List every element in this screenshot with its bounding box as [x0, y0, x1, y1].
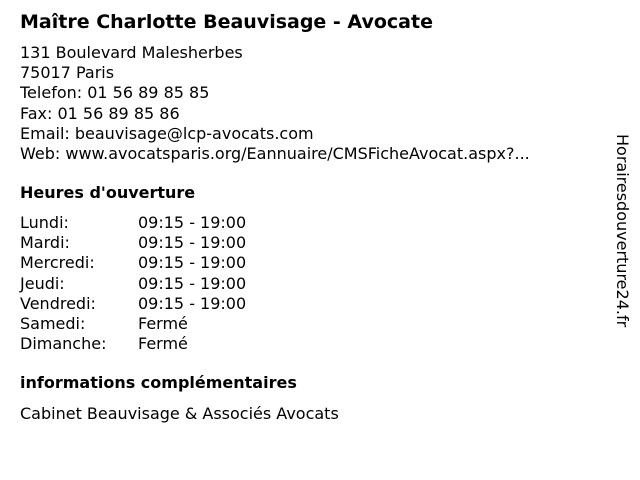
- hours-day: Mercredi:: [20, 253, 95, 273]
- contact-block: [20, 43, 530, 164]
- hours-list: [20, 213, 246, 354]
- hours-time: 09:15 - 19:00: [138, 233, 247, 253]
- hours-row: [20, 274, 246, 294]
- hours-day: Vendredi:: [20, 293, 96, 313]
- hours-row: [20, 334, 246, 354]
- hours-time: 09:15 - 19:00: [138, 213, 247, 232]
- hours-row: [20, 294, 246, 314]
- hours-time: Fermé: [138, 313, 188, 333]
- hours-heading: Heures d'ouverture: [20, 183, 196, 202]
- info-heading: informations complémentaires: [20, 373, 297, 392]
- hours-day: Dimanche:: [20, 334, 107, 354]
- hours-time: 09:15 - 19:00: [138, 253, 247, 273]
- phone-line: Telefon: 01 56 89 85 85: [20, 83, 210, 103]
- hours-time: Fermé: [138, 334, 188, 354]
- hours-row: [20, 253, 246, 273]
- address-city: 75017 Paris: [20, 63, 115, 83]
- hours-row: [20, 314, 246, 334]
- hours-row: [20, 233, 246, 253]
- hours-time: 09:15 - 19:00: [138, 273, 247, 293]
- hours-time: 09:15 - 19:00: [138, 293, 247, 313]
- web-line: Web: www.avocatsparis.org/Eannuaire/CMSFicheAvocat.aspx?...: [20, 143, 530, 163]
- fax-line: Fax: 01 56 89 85 86: [20, 103, 180, 123]
- hours-day: Lundi:: [20, 213, 69, 232]
- email-line: Email: beauvisage@lcp-avocats.com: [20, 123, 314, 143]
- page-title: Maître Charlotte Beauvisage - Avocate: [20, 11, 433, 33]
- address-street: 131 Boulevard Malesherbes: [20, 43, 243, 62]
- hours-day: Jeudi:: [20, 273, 65, 293]
- info-text: Cabinet Beauvisage & Associés Avocats: [20, 404, 339, 423]
- hours-day: Samedi:: [20, 313, 86, 333]
- hours-day: Mardi:: [20, 233, 70, 253]
- hours-row: [20, 213, 246, 233]
- site-watermark: Horairesdouverture24.fr: [613, 134, 632, 328]
